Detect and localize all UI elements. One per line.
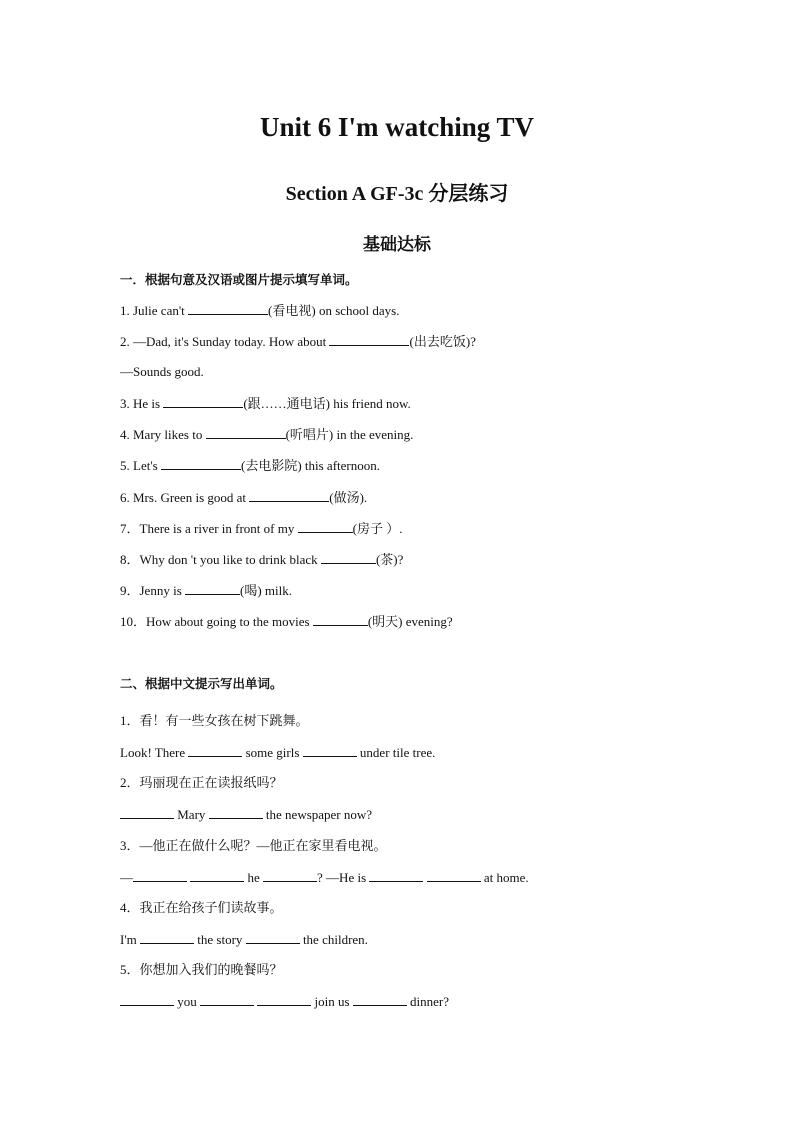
item-hint: (喝) milk. [240,583,293,598]
answer-blank[interactable] [246,931,300,944]
answer-blank[interactable] [133,869,187,882]
item-text: the children. [299,932,368,947]
item-text: — [120,870,133,885]
item-hint: (出去吃饭)? [409,334,476,349]
item-text: dinner? [406,994,450,1009]
answer-blank[interactable] [427,869,481,882]
answer-blank[interactable] [163,395,243,408]
part1-heading: 一．根据句意及汉语或图片提示填写单词。 [120,272,358,287]
answer-blank[interactable] [120,806,174,819]
level-title: 基础达标 [363,235,431,254]
unit-title: Unit 6 I'm watching TV [259,112,535,142]
item-text: under tile tree. [356,745,436,760]
item-hint: (看电视) on school days. [268,303,400,318]
item-text: 4. Mary likes to [120,427,206,442]
item-hint: (做汤). [329,490,368,505]
item-text: the story [194,932,246,947]
item-hint: (明天) evening? [367,614,453,629]
part1-item-1 [120,302,399,319]
part2-q3-answer [120,869,529,886]
part2-q3-cn: 3．—他正在做什么呢？—他正在家里看电视。 [120,838,387,853]
answer-blank[interactable] [303,744,357,757]
part1-item-5 [120,457,380,474]
item-text: some girls [242,745,303,760]
item-text: 9．Jenny is [120,583,186,598]
answer-blank[interactable] [353,993,407,1006]
item-text: join us [311,994,353,1009]
item-text: he [244,870,264,885]
answer-blank[interactable] [200,993,254,1006]
part1-reply: —Sounds good. [120,364,204,379]
item-hint: (跟……通电话) his friend now. [243,396,411,411]
answer-blank[interactable] [321,551,376,564]
answer-blank[interactable] [263,869,317,882]
section-title: Section A GF-3c 分层练习 [285,183,509,205]
part1-item-9 [120,582,292,599]
part1-item-4 [120,426,413,443]
part2-q2-cn: 2．玛丽现在正在读报纸吗？ [120,775,283,790]
part2-q4-answer [120,931,368,948]
part1-item-8 [120,551,403,568]
answer-blank[interactable] [249,489,329,502]
answer-blank[interactable] [140,931,194,944]
answer-blank[interactable] [120,993,174,1006]
answer-blank[interactable] [257,993,311,1006]
item-text: 8．Why don 't you like to drink black [120,552,321,567]
part1-item-2 [120,333,476,350]
item-text: 1. Julie can't [120,303,189,318]
answer-blank[interactable] [188,744,242,757]
item-text: 5. Let's [120,458,161,473]
item-text: 2. —Dad, it's Sunday today. How about [120,334,330,349]
answer-blank[interactable] [161,457,241,470]
item-text: Look! There [120,745,189,760]
item-text: Mary [174,807,209,822]
answer-blank[interactable] [185,582,240,595]
part2-q1-cn: 1．看！有一些女孩在树下跳舞。 [120,713,309,728]
item-text: at home. [480,870,529,885]
answer-blank[interactable] [313,613,368,626]
item-text: 6. Mrs. Green is good at [120,490,250,505]
item-hint: (去电影院) this afternoon. [240,458,380,473]
item-text: the newspaper now? [262,807,373,822]
part2-q2-answer [120,806,372,823]
answer-blank[interactable] [190,869,244,882]
part2-q5-answer [120,993,449,1010]
item-text: 10．How about going to the movies [120,614,313,629]
answer-blank[interactable] [206,426,286,439]
part2-q4-cn: 4．我正在给孩子们读故事。 [120,900,283,915]
part2-q5-cn: 5．你想加入我们的晚餐吗？ [120,962,283,977]
answer-blank[interactable] [329,333,409,346]
part2-q1-answer [120,744,435,761]
item-text: 3. He is [120,396,164,411]
answer-blank[interactable] [209,806,263,819]
part1-item-10 [120,613,453,630]
item-hint: (听唱片) in the evening. [285,427,414,442]
item-text: ? —He is [317,870,370,885]
part1-item-7 [120,520,402,537]
part1-item-3 [120,395,411,412]
item-hint: (茶)? [375,552,404,567]
item-hint: (房子 ）. [352,521,403,536]
part2-heading: 二、根据中文提示写出单词。 [120,676,283,691]
item-text: you [174,994,200,1009]
answer-blank[interactable] [369,869,423,882]
item-text: 7．There is a river in front of my [120,521,298,536]
part1-item-6 [120,489,367,506]
item-text: I'm [120,932,141,947]
answer-blank[interactable] [188,302,268,315]
answer-blank[interactable] [298,520,353,533]
